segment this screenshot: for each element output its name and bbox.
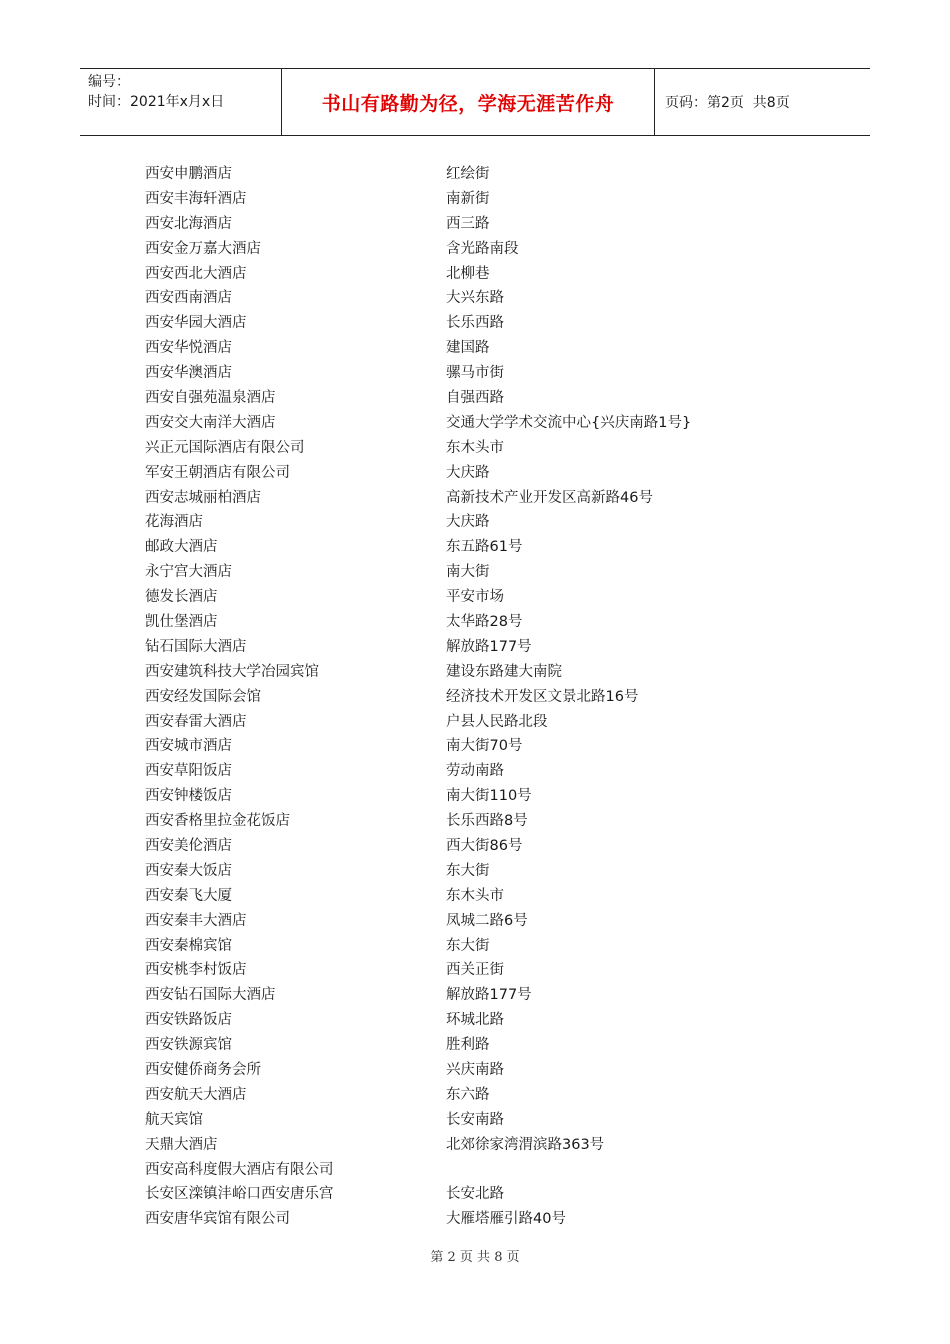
hotel-name: 永宁宫大酒店 bbox=[145, 564, 232, 581]
hotel-address: 红绘街 bbox=[446, 165, 490, 182]
list-item bbox=[145, 210, 845, 235]
hotel-name: 西安香格里拉金花饭店 bbox=[145, 813, 290, 830]
list-item bbox=[145, 459, 845, 484]
hotel-name: 西安铁源宾馆 bbox=[145, 1037, 232, 1054]
list-item bbox=[145, 409, 845, 434]
hotel-address: 西关正街 bbox=[446, 962, 504, 979]
hotel-address: 凤城二路6号 bbox=[446, 912, 528, 929]
list-item bbox=[145, 185, 845, 210]
hotel-name: 兴正元国际酒店有限公司 bbox=[145, 439, 305, 456]
list-item bbox=[145, 1181, 845, 1206]
hotel-name: 西安春雷大酒店 bbox=[145, 713, 247, 730]
hotel-name: 西安西北大酒店 bbox=[145, 265, 247, 282]
list-item bbox=[145, 508, 845, 533]
list-item bbox=[145, 309, 845, 334]
hotel-name: 西安钟楼饭店 bbox=[145, 788, 232, 805]
hotel-name: 西安桃李村饭店 bbox=[145, 962, 247, 979]
hotel-name: 西安秦丰大酒店 bbox=[145, 912, 247, 929]
hotel-address: 长安南路 bbox=[446, 1111, 504, 1128]
hotel-address: 西三路 bbox=[446, 215, 490, 232]
header-meta bbox=[80, 69, 282, 135]
hotel-address: 骡马市街 bbox=[446, 365, 504, 382]
hotel-address: 劳动南路 bbox=[446, 763, 504, 780]
hotel-name: 西安秦飞大厦 bbox=[145, 887, 232, 904]
list-item bbox=[145, 334, 845, 359]
list-item bbox=[145, 1056, 845, 1081]
hotel-address: 大庆路 bbox=[446, 514, 490, 531]
list-item bbox=[145, 160, 845, 185]
hotel-name: 西安交大南洋大酒店 bbox=[145, 414, 276, 431]
hotel-address: 含光路南段 bbox=[446, 240, 519, 257]
hotel-address: 太华路28号 bbox=[446, 613, 523, 630]
list-item bbox=[145, 807, 845, 832]
hotel-name: 天鼎大酒店 bbox=[145, 1136, 218, 1153]
hotel-name: 西安金万嘉大酒店 bbox=[145, 240, 261, 257]
hotel-address: 大庆路 bbox=[446, 464, 490, 481]
list-item bbox=[145, 583, 845, 608]
list-item bbox=[145, 932, 845, 957]
hotel-address: 东木头市 bbox=[446, 887, 504, 904]
header-page-info: 页码：第2页 共8页 bbox=[665, 95, 790, 111]
list-item bbox=[145, 782, 845, 807]
hotel-address: 大兴东路 bbox=[446, 290, 504, 307]
hotel-list bbox=[145, 160, 845, 1230]
list-item bbox=[145, 708, 845, 733]
list-item bbox=[145, 1156, 845, 1181]
hotel-address: 交通大学学术交流中心{兴庆南路1号} bbox=[446, 414, 692, 431]
hotel-name: 西安铁路饭店 bbox=[145, 1012, 232, 1029]
list-item bbox=[145, 957, 845, 982]
list-item bbox=[145, 732, 845, 757]
list-item bbox=[145, 1031, 845, 1056]
hotel-name: 西安秦棉宾馆 bbox=[145, 937, 232, 954]
list-item bbox=[145, 1106, 845, 1131]
hotel-name: 西安华园大酒店 bbox=[145, 315, 247, 332]
hotel-address: 环城北路 bbox=[446, 1012, 504, 1029]
hotel-address: 胜利路 bbox=[446, 1037, 490, 1054]
list-item bbox=[145, 832, 845, 857]
list-item bbox=[145, 683, 845, 708]
list-item bbox=[145, 533, 845, 558]
hotel-address: 建设东路建大南院 bbox=[446, 663, 562, 680]
hotel-address: 南大街110号 bbox=[446, 788, 532, 805]
hotel-address: 东大街 bbox=[446, 937, 490, 954]
hotel-address: 平安市场 bbox=[446, 589, 504, 606]
list-item bbox=[145, 1081, 845, 1106]
hotel-name: 军安王朝酒店有限公司 bbox=[145, 464, 290, 481]
list-item bbox=[145, 384, 845, 409]
hotel-address: 经济技术开发区文景北路16号 bbox=[446, 688, 639, 705]
page-header bbox=[80, 68, 870, 136]
list-item bbox=[145, 359, 845, 384]
page-footer: 第 2 页 共 8 页 bbox=[430, 1250, 520, 1265]
list-item bbox=[145, 284, 845, 309]
list-item bbox=[145, 857, 845, 882]
hotel-name: 德发长酒店 bbox=[145, 589, 218, 606]
hotel-address: 东大街 bbox=[446, 862, 490, 879]
hotel-name: 花海酒店 bbox=[145, 514, 203, 531]
hotel-name: 西安秦大饭店 bbox=[145, 862, 232, 879]
hotel-address: 西大街86号 bbox=[446, 837, 523, 854]
list-item bbox=[145, 907, 845, 932]
hotel-name: 西安美伦酒店 bbox=[145, 837, 232, 854]
list-item bbox=[145, 757, 845, 782]
hotel-name: 西安丰海轩酒店 bbox=[145, 190, 247, 207]
list-item bbox=[145, 882, 845, 907]
hotel-name: 西安唐华宾馆有限公司 bbox=[145, 1211, 290, 1228]
hotel-address: 南新街 bbox=[446, 190, 490, 207]
hotel-address: 北柳巷 bbox=[446, 265, 490, 282]
date-label: 时间：2021年x月x日 bbox=[88, 94, 225, 110]
list-item bbox=[145, 608, 845, 633]
hotel-name: 西安志城丽柏酒店 bbox=[145, 489, 261, 506]
hotel-name: 西安北海酒店 bbox=[145, 215, 232, 232]
hotel-name: 邮政大酒店 bbox=[145, 539, 218, 556]
list-item bbox=[145, 558, 845, 583]
list-item bbox=[145, 434, 845, 459]
header-motto: 书山有路勤为径，学海无涯苦作舟 bbox=[282, 69, 655, 135]
hotel-name: 西安钻石国际大酒店 bbox=[145, 987, 276, 1004]
list-item bbox=[145, 235, 845, 260]
hotel-name: 西安华悦酒店 bbox=[145, 340, 232, 357]
hotel-name: 西安健侨商务会所 bbox=[145, 1062, 261, 1078]
hotel-name: 西安经发国际会馆 bbox=[145, 688, 261, 705]
hotel-address: 大雁塔雁引路40号 bbox=[446, 1211, 566, 1228]
hotel-name: 西安华澳酒店 bbox=[145, 365, 232, 382]
hotel-address: 东五路61号 bbox=[446, 539, 523, 556]
hotel-address: 户县人民路北段 bbox=[446, 713, 548, 730]
hotel-address: 南大街 bbox=[446, 564, 490, 581]
hotel-name: 钻石国际大酒店 bbox=[145, 638, 247, 655]
hotel-address: 南大街70号 bbox=[446, 738, 523, 755]
hotel-name: 凯仕堡酒店 bbox=[145, 613, 218, 630]
hotel-address: 东六路 bbox=[446, 1086, 490, 1103]
hotel-address: 北郊徐家湾渭滨路363号 bbox=[446, 1136, 605, 1153]
hotel-name: 西安航天大酒店 bbox=[145, 1086, 247, 1103]
list-item bbox=[145, 1205, 845, 1230]
hotel-address: 长乐西路 bbox=[446, 315, 504, 332]
hotel-name: 西安高科度假大酒店有限公司 bbox=[145, 1161, 334, 1178]
hotel-name: 西安建筑科技大学冶园宾馆 bbox=[145, 663, 319, 680]
hotel-name: 长安区滦镇沣峪口西安唐乐宫 bbox=[145, 1186, 334, 1203]
hotel-name: 航天宾馆 bbox=[145, 1111, 203, 1128]
serial-label: 编号： bbox=[88, 74, 130, 90]
list-item bbox=[145, 981, 845, 1006]
hotel-address: 建国路 bbox=[446, 340, 490, 357]
list-item bbox=[145, 658, 845, 683]
hotel-name: 西安草阳饭店 bbox=[145, 763, 232, 780]
hotel-address: 长安北路 bbox=[446, 1186, 504, 1203]
list-item bbox=[145, 260, 845, 285]
hotel-address: 长乐西路8号 bbox=[446, 813, 528, 830]
list-item bbox=[145, 484, 845, 509]
hotel-address: 高新技术产业开发区高新路46号 bbox=[446, 489, 653, 506]
list-item bbox=[145, 1006, 845, 1031]
list-item bbox=[145, 1131, 845, 1156]
hotel-name: 西安申鹏酒店 bbox=[145, 165, 232, 182]
hotel-address: 解放路177号 bbox=[446, 987, 532, 1004]
hotel-address: 自强西路 bbox=[446, 389, 504, 406]
hotel-name: 西安西南酒店 bbox=[145, 290, 232, 307]
hotel-address: 兴庆南路 bbox=[446, 1062, 504, 1078]
hotel-address: 解放路177号 bbox=[446, 638, 532, 655]
hotel-address: 东木头市 bbox=[446, 439, 504, 456]
hotel-name: 西安自强苑温泉酒店 bbox=[145, 389, 276, 406]
list-item bbox=[145, 633, 845, 658]
hotel-name: 西安城市酒店 bbox=[145, 738, 232, 755]
